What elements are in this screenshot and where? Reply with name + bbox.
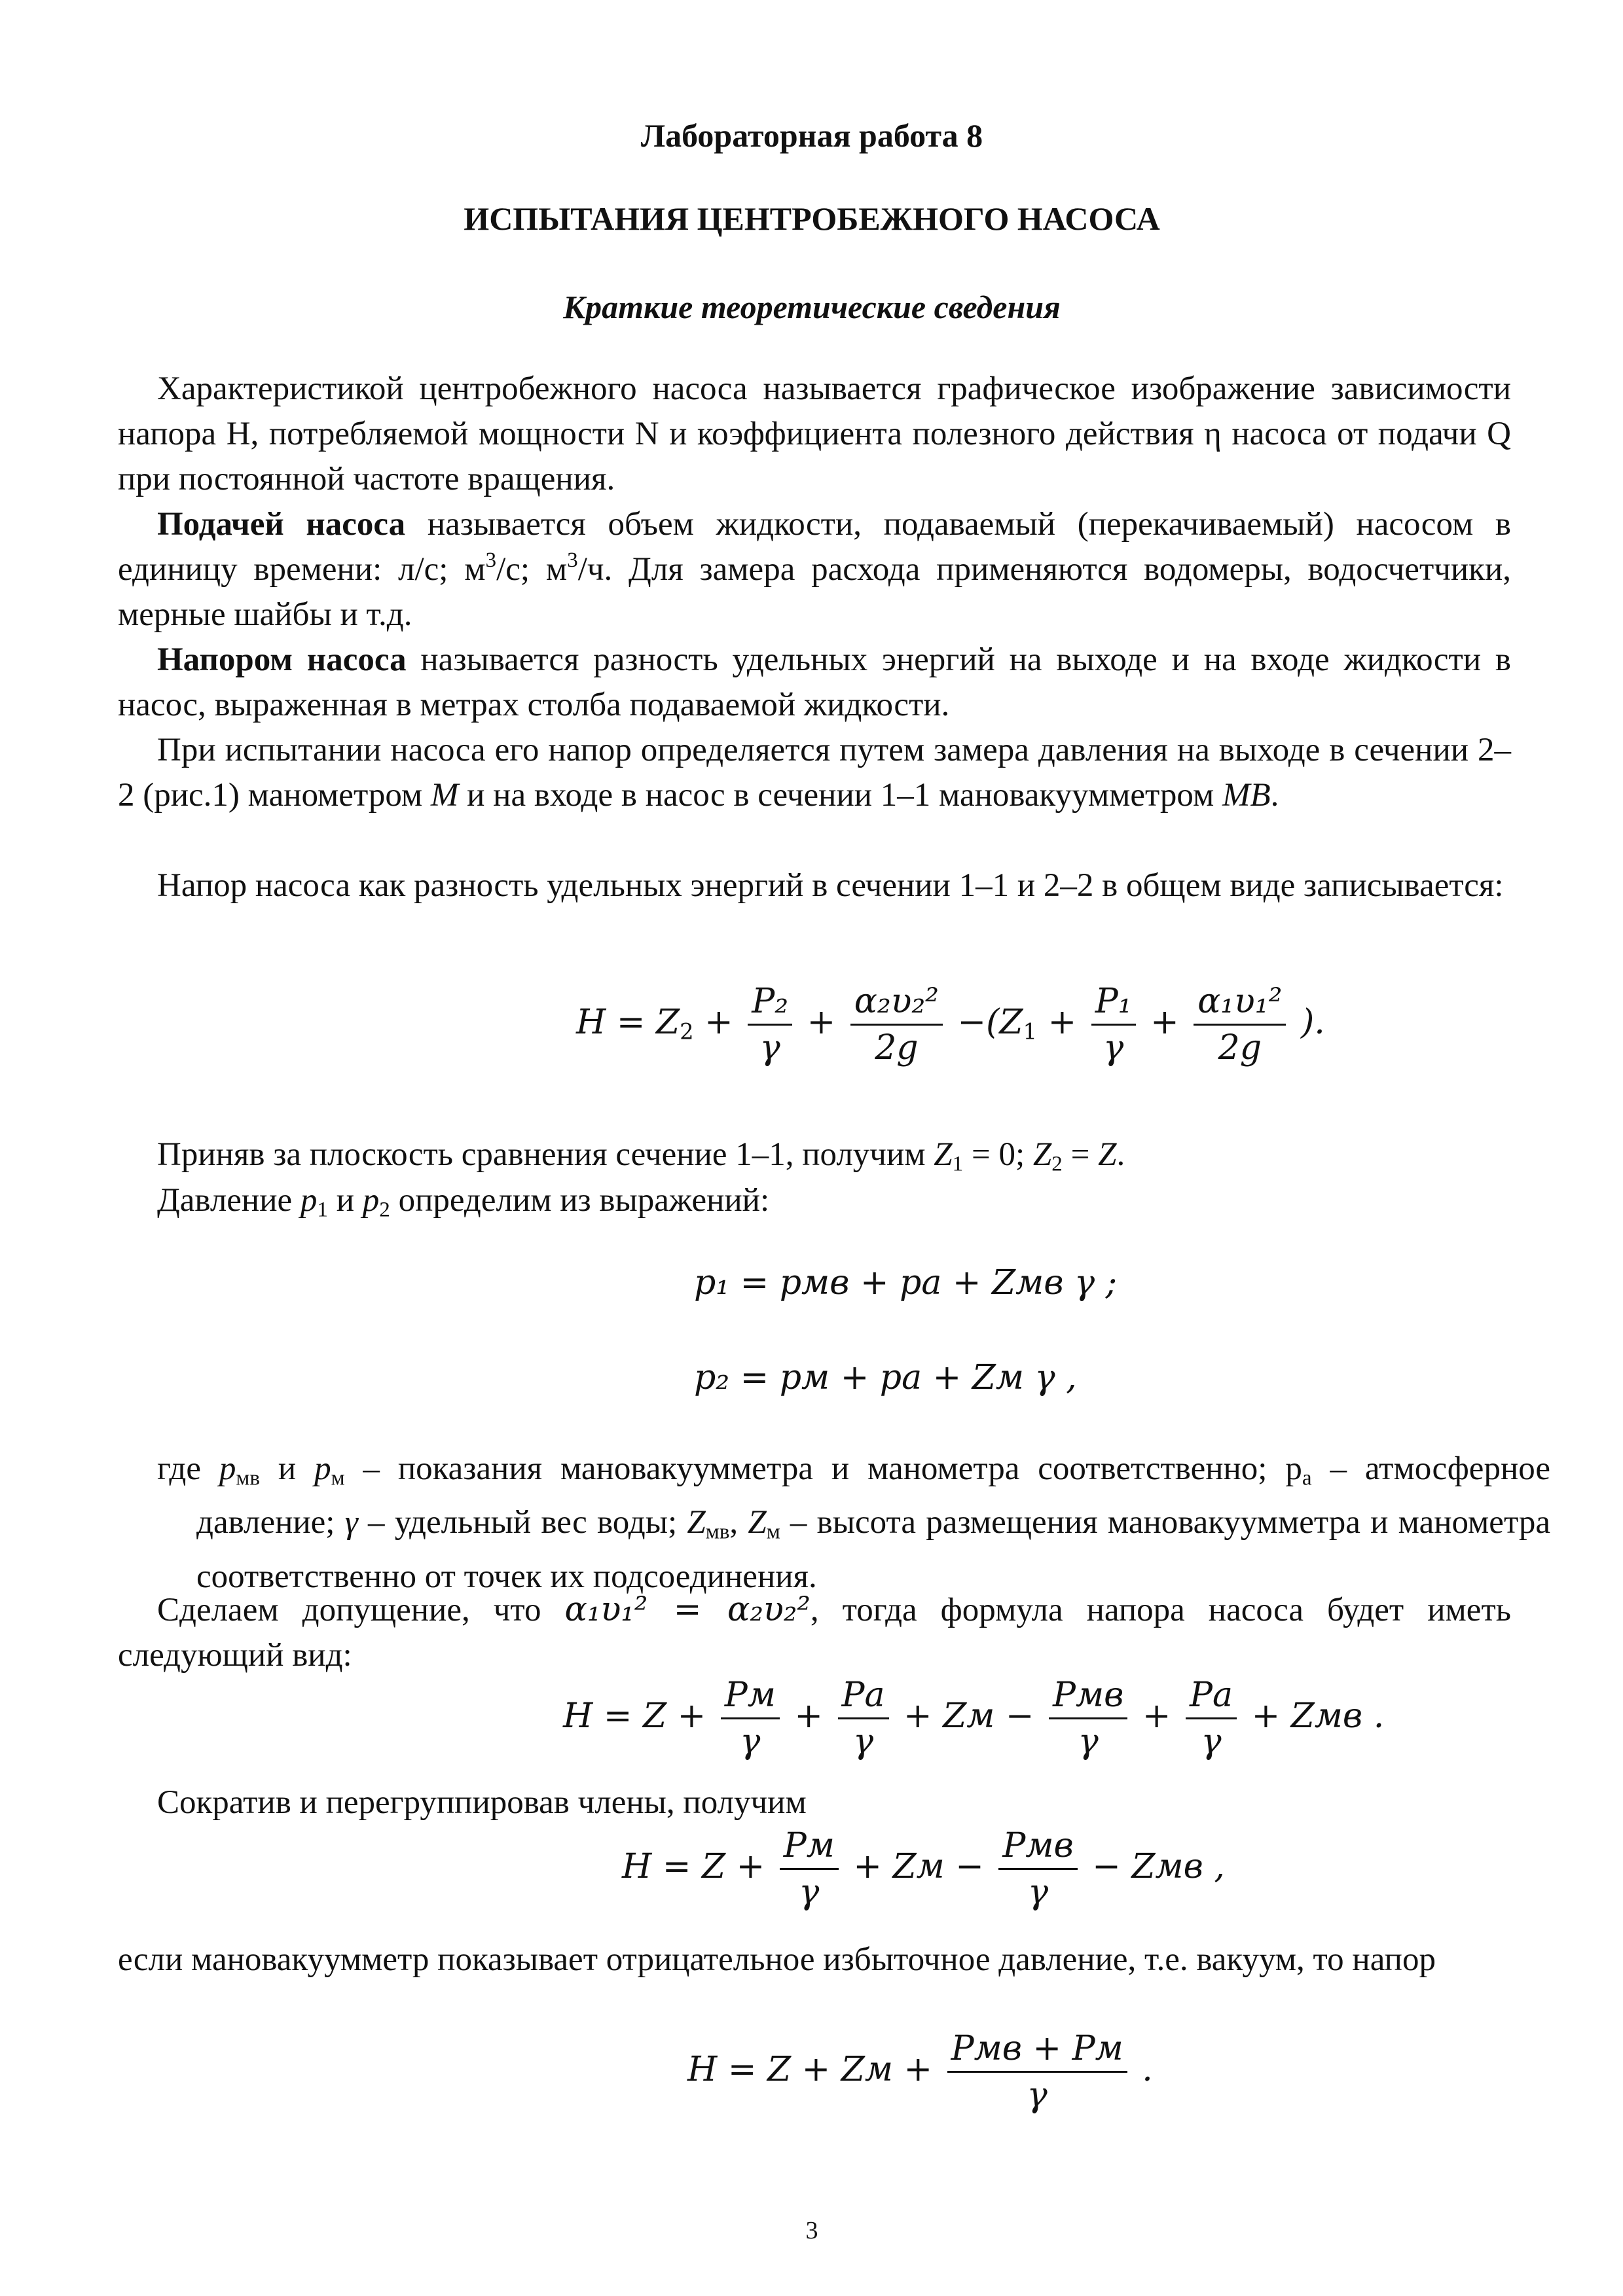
paragraph-characteristic: Характеристикой центробежного насоса называется графическое изображение зависимости напора Н, потребляемой мощности N и коэффициента полезного действия η насоса от подачи Q при постоянной частоте вращения. [118,370,1511,497]
section-title: Краткие теоретические сведения [563,289,1061,325]
page-number: 3 [805,2217,818,2244]
lab-title: Лабораторная работа 8 [640,117,983,154]
formula-head-general: $H = Z_2$ + $\frac{\text{P₂}}{\gamma}$ + $\frac{\text{α₂υ₂²}}{2g}$ $-(Z_1$ + $\frac{\text{P₁}}{\gamma}$ + $\frac{\text{α₁υ₁²}}{2g}$ ). [576,982,1325,1067]
formula-p1: p₁ = pмв + pа + Zмв γ ; [694,1263,1118,1302]
paragraph-flow: Подачей насоса называется объем жидкости, подаваемый (перекачиваемый) насосом в единицу времени: л/с; $м^3/с$; $м^3/ч$. Для замера расхода применяются водомеры, водосчетчики, мерные шайбы и т.д. [118,506,1511,633]
paragraph-head-general: Напор насоса как разность удельных энергий в сечении 1–1 и 2–2 в общем виде записывается: [157,867,1504,904]
formula-p2: p₂ = pм + pа + Zм γ , [694,1358,1077,1397]
main-title: ИСПЫТАНИЯ ЦЕНТРОБЕЖНОГО НАСОСА [464,200,1160,237]
formula-head-expanded: H = Z + $\frac{Pм}{\gamma}$ + $\frac{Pа}{\gamma}$ + Zм − $\frac{\text{Pмв}}{\gamma}$ + $\frac{Pа}{\gamma}$ + Zмв . [563,1676,1385,1761]
paragraph-vacuum: если мановакуумметр показывает отрицательное избыточное давление, т.е. вакуум, то напор [118,1941,1436,1978]
paragraph-assumption: Сделаем допущение, что α₁υ₁² = α₂υ₂², тогда формула напора насоса будет иметь следующий вид: [118,1590,1511,1674]
paragraph-pressure: Давление $p_1$ и $p_2$ определим из выражений: [157,1182,770,1222]
term-flow: Подачей насоса [157,506,406,543]
formula-head-vacuum: H = Z + Zм + $\frac{\text{Pмв + Pм}}{\gamma}$ . [687,2029,1153,2115]
paragraph-regroup: Сократив и перегруппировав члены, получим [157,1784,807,1821]
paragraph-head: Напором насоса называется разность удельных энергий на выходе и на входе жидкости в насос, выраженная в метрах столба подаваемой жидкости. [118,641,1511,723]
paragraph-testing: При испытании насоса его напор определяется путем замера давления на выходе в сечении 2–2 (рис.1) манометром М и на входе в насос в сечении 1–1 мановакуумметром МВ. [118,732,1511,814]
term-head: Напором насоса [157,641,407,678]
formula-head-regrouped: H = Z + $\frac{Pм}{\gamma}$ + Zм − $\frac{\text{Pмв}}{\gamma}$ − Zмв , [622,1826,1225,1912]
paragraph-reference-plane: Приняв за плоскость сравнения сечение 1–1, получим $Z_1 = 0$; $Z_2 = Z$. [157,1136,1125,1176]
paragraph-where: где $p_{мв}$ и $p_м$ – показания мановакуумметра и манометра соответственно; $p_а$ – атмосферное давление; γ – удельный вес воды; $Z_{мв}$, $Z_м$ – высота размещения мановакуумметра и манометра соответственно от точек их подсоединения. [157,1450,1550,1595]
